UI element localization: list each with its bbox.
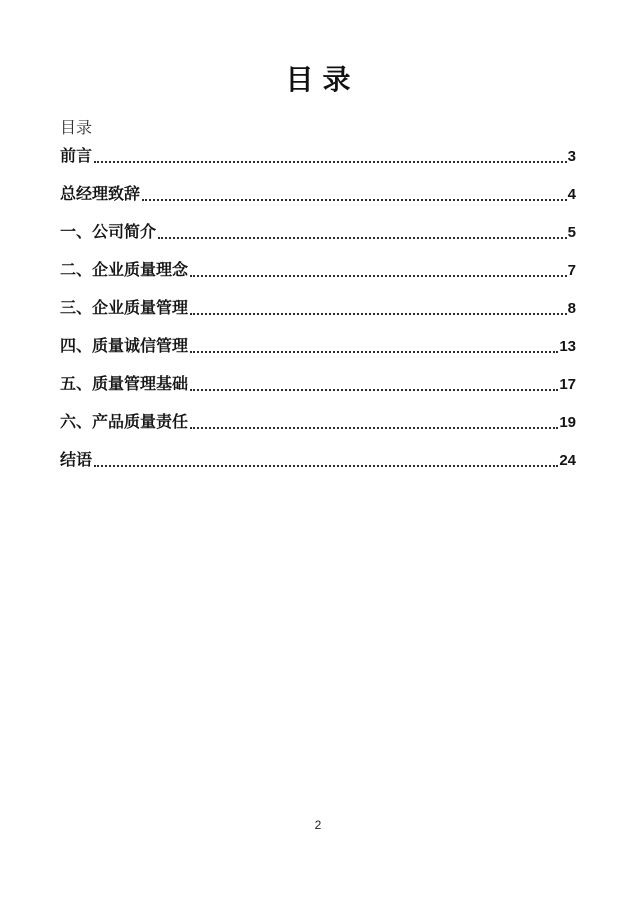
toc-entry-label: 二、企业质量理念 [60, 262, 189, 279]
toc-dot-leader [190, 351, 558, 353]
toc-entry-page-number: 24 [559, 452, 576, 469]
toc-dot-leader [190, 389, 558, 391]
toc-dot-leader [158, 237, 567, 239]
toc-list [60, 147, 576, 489]
toc-entry[interactable] [60, 299, 576, 319]
toc-entry-label: 总经理致辞 [60, 186, 141, 203]
toc-entry[interactable] [60, 451, 576, 471]
toc-entry-page-number: 5 [567, 224, 576, 241]
toc-entry[interactable] [60, 147, 576, 167]
toc-entry-label: 一、公司简介 [60, 224, 157, 241]
footer-page-number: 2 [314, 818, 322, 832]
toc-dot-leader [142, 199, 567, 201]
toc-entry-label: 前言 [60, 148, 93, 165]
page-title: 目录 [285, 65, 360, 96]
toc-entry[interactable] [60, 223, 576, 243]
toc-entry-label: 结语 [60, 452, 93, 469]
toc-entry[interactable] [60, 413, 576, 433]
toc-entry[interactable] [60, 375, 576, 395]
toc-dot-leader [94, 161, 567, 163]
toc-entry-page-number: 7 [567, 262, 576, 279]
toc-entry-label: 四、质量诚信管理 [60, 338, 189, 355]
toc-dot-leader [190, 275, 567, 277]
toc-entry[interactable] [60, 337, 576, 357]
toc-entry-label: 三、企业质量管理 [60, 300, 189, 317]
toc-entry-page-number: 17 [559, 376, 576, 393]
toc-entry[interactable] [60, 261, 576, 281]
toc-entry-label: 五、质量管理基础 [60, 376, 189, 393]
toc-entry-label: 六、产品质量责任 [60, 414, 189, 431]
toc-entry-page-number: 13 [559, 338, 576, 355]
toc-dot-leader [190, 427, 558, 429]
toc-entry-page-number: 8 [567, 300, 576, 317]
toc-dot-leader [94, 465, 558, 467]
toc-entry-page-number: 4 [567, 186, 576, 203]
toc-entry-page-number: 3 [567, 148, 576, 165]
toc-entry[interactable] [60, 185, 576, 205]
toc-entry-page-number: 19 [559, 414, 576, 431]
toc-label: 目录 [60, 120, 93, 137]
toc-dot-leader [190, 313, 567, 315]
